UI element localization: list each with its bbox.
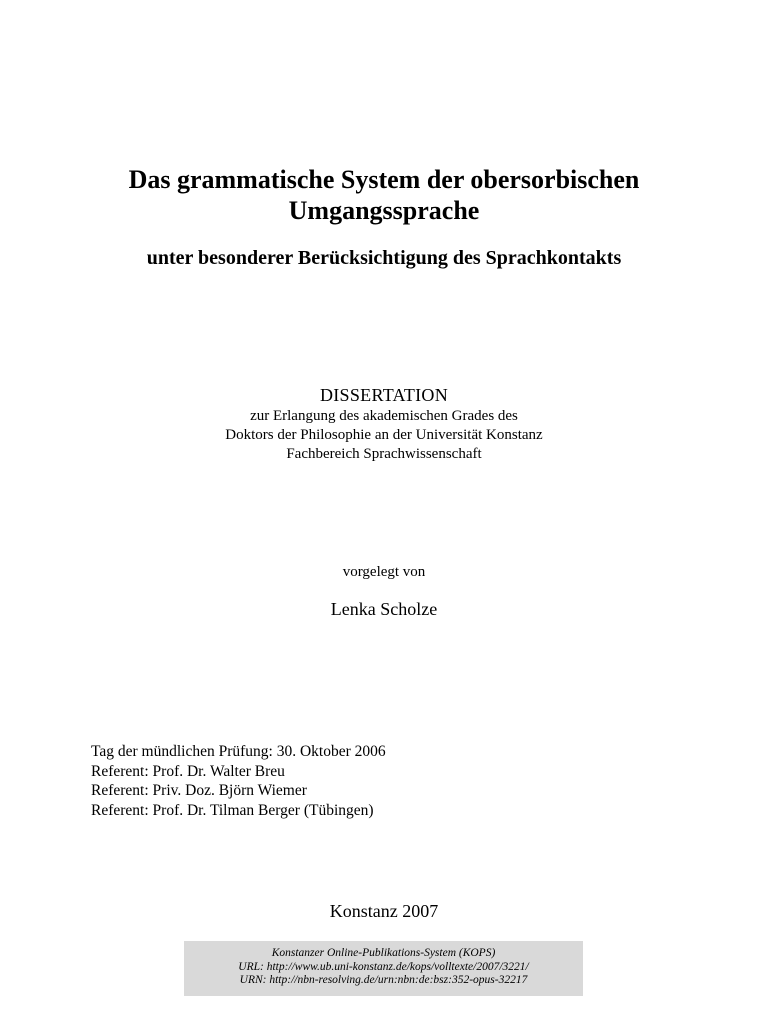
kops-urn: URN: http://nbn-resolving.de/urn:nbn:de:bsz:352-opus-32217 <box>239 974 528 986</box>
presented-by-label: vorgelegt von <box>342 564 426 580</box>
degree-line-3: Fachbereich Sprachwissenschaft <box>286 446 482 462</box>
kops-name: Konstanzer Online-Publikations-System (KOPS) <box>271 947 496 959</box>
dissertation-description <box>0 407 768 464</box>
document-title <box>0 164 768 226</box>
kops-url: URL: http://www.ub.uni-konstanz.de/kops/volltexte/2007/3221/ <box>238 960 529 973</box>
kops-info-box <box>184 941 583 996</box>
title-line-1: Das grammatische System der obersorbischen <box>128 165 640 194</box>
exam-date: Tag der mündlichen Prüfung: 30. Oktober 2006 <box>91 743 386 760</box>
degree-line-2: Doktors der Philosophie an der Universität Konstanz <box>225 427 543 443</box>
place-and-year: Konstanz 2007 <box>329 901 439 921</box>
dissertation-heading: DISSERTATION <box>319 385 449 405</box>
degree-line-1: zur Erlangung des akademischen Grades des <box>250 408 518 424</box>
referee-3: Referent: Prof. Dr. Tilman Berger (Tübingen) <box>91 801 374 819</box>
referee-2: Referent: Priv. Doz. Björn Wiemer <box>91 782 307 799</box>
document-subtitle: unter besonderer Berücksichtigung des Sprachkontakts <box>146 247 622 269</box>
author-name: Lenka Scholze <box>330 599 438 619</box>
title-line-2: Umgangssprache <box>288 196 480 225</box>
referee-1: Referent: Prof. Dr. Walter Breu <box>91 762 285 780</box>
exam-details <box>91 742 386 820</box>
